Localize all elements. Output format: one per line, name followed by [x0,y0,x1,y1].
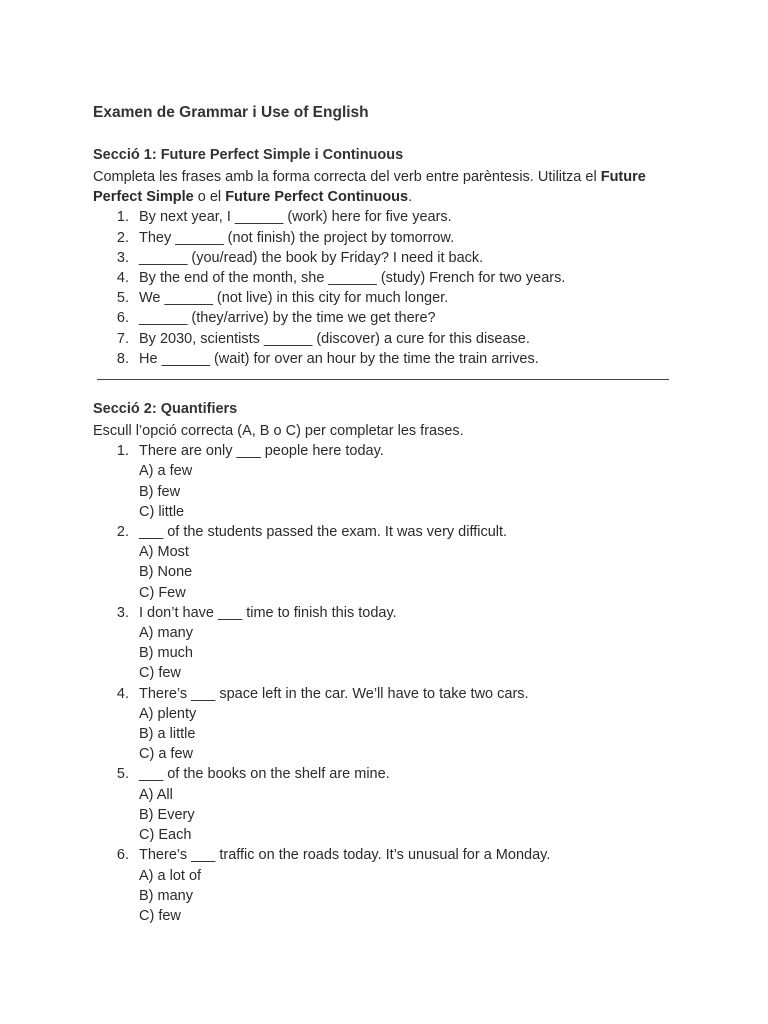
answer-option: C) few [139,665,181,682]
question-number: 8. [116,350,129,367]
answer-option: A) a lot of [139,867,202,884]
instruction-text: Completa les frases amb la forma correcta del verb entre parèntesis. Utilitza el [93,169,601,185]
question-item [93,329,673,349]
question-text: We ______ (not live) in this city for much longer. [139,290,449,307]
answer-option: A) plenty [139,705,197,722]
question-item [93,308,673,328]
question-item [93,207,673,227]
section-2-title: Secció 2: Quantifiers [93,401,238,418]
section-1-question-list [93,207,673,369]
answer-option: A) a few [139,463,193,480]
question-item [93,228,673,248]
question-text: There are only ___ people here today. [139,443,384,460]
question-item [93,764,673,845]
question-item [93,603,673,684]
question-number: 7. [116,330,129,347]
question-number: 1. [116,443,129,460]
instruction-bold-continuous: Future Perfect Continuous [225,189,409,206]
question-text: By 2030, scientists ______ (discover) a cure for this disease. [139,330,530,347]
question-item [93,349,673,369]
question-text: ___ of the students passed the exam. It was very difficult. [139,524,508,541]
instruction-text: o el [193,189,226,206]
document-title: Examen de Grammar i Use of English [93,104,369,121]
answer-option: B) a little [139,726,196,743]
answer-option: B) None [139,564,193,581]
answer-option: C) Few [139,584,186,601]
answer-option: C) Each [139,827,192,844]
instruction-bold-simple: Future Perfect Simple [93,169,646,206]
question-number: 3. [116,249,129,266]
question-text: ______ (you/read) the book by Friday? I need it back. [139,249,484,266]
question-item [93,268,673,288]
answer-option: B) many [139,887,193,904]
answer-option: C) little [139,503,185,520]
question-item [93,288,673,308]
question-text: There’s ___ space left in the car. We’ll have to take two cars. [139,685,529,702]
answer-option: B) Every [139,806,195,823]
question-text: By the end of the month, she ______ (study) French for two years. [139,270,566,287]
question-number: 5. [116,766,129,783]
question-text: I don’t have ___ time to finish this today. [139,604,397,621]
answer-option: A) All [139,786,173,803]
answer-option: C) few [139,907,181,924]
question-text: By next year, I ______ (work) here for five years. [139,209,452,226]
question-text: They ______ (not finish) the project by tomorrow. [139,229,455,246]
question-item [93,684,673,765]
question-number: 3. [116,604,129,621]
question-number: 2. [116,229,129,246]
question-item [93,248,673,268]
question-number: 6. [116,310,129,327]
question-number: 2. [116,524,129,541]
document-page [93,102,673,926]
section-1-title: Secció 1: Future Perfect Simple i Continuous [93,147,404,163]
section-2-instruction: Escull l’opció correcta (A, B o C) per completar les frases. [93,423,464,440]
question-item [93,441,673,522]
question-number: 4. [116,685,129,702]
answer-option: B) much [139,645,193,662]
answer-option: B) few [139,483,181,500]
question-text: There’s ___ traffic on the roads today. It’s unusual for a Monday. [139,847,551,864]
section-2-question-list [93,441,673,926]
question-number: 4. [116,270,129,287]
answer-option: A) Most [139,544,189,561]
question-number: 5. [116,290,129,307]
instruction-text: . [408,189,413,206]
question-number: 1. [116,209,129,226]
question-item [93,522,673,603]
answer-option: A) many [139,625,193,642]
question-text: ______ (they/arrive) by the time we get there? [139,310,436,327]
question-item [93,845,673,926]
question-text: ___ of the books on the shelf are mine. [139,766,390,783]
answer-option: C) a few [139,746,193,763]
question-number: 6. [116,847,129,864]
section-divider [97,379,669,380]
section-1-instruction [93,167,673,207]
question-text: He ______ (wait) for over an hour by the time the train arrives. [139,350,539,367]
